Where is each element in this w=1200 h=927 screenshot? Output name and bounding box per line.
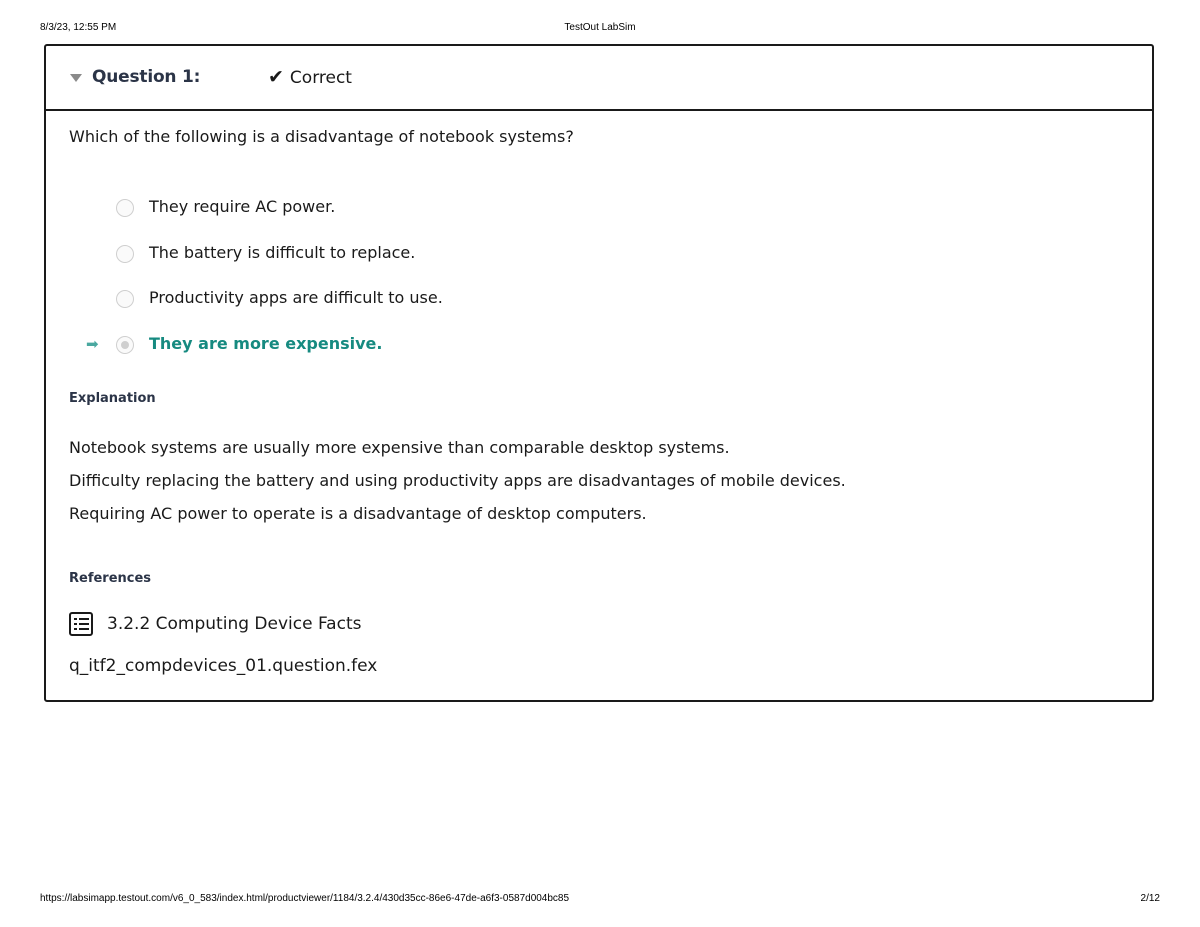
question-header[interactable] — [46, 46, 1152, 111]
answer-option-label: They are more expensive. — [149, 333, 383, 353]
page-number: 2/12 — [1140, 893, 1160, 904]
checkmark-icon: ✔ — [268, 66, 284, 88]
list-icon — [69, 612, 93, 636]
reference-link[interactable] — [69, 611, 361, 637]
status-text: Correct — [289, 68, 352, 88]
answer-options — [84, 197, 784, 379]
reference-label: 3.2.2 Computing Device Facts — [107, 614, 362, 634]
answer-option[interactable] — [84, 197, 784, 243]
references-heading: References — [69, 571, 152, 586]
print-title: TestOut LabSim — [564, 22, 636, 33]
arrow-right-icon: ➡ — [86, 334, 99, 353]
answer-option-label: The battery is difficult to replace. — [149, 242, 416, 262]
answer-option-correct[interactable] — [84, 334, 784, 380]
print-footer — [40, 893, 1160, 907]
radio-button-selected[interactable] — [116, 336, 134, 354]
answer-option-label: Productivity apps are difficult to use. — [149, 288, 443, 307]
radio-button[interactable] — [116, 199, 134, 217]
explanation-text — [69, 431, 846, 530]
print-datetime: 8/3/23, 12:55 PM — [40, 22, 117, 33]
answer-option-label: They require AC power. — [149, 197, 336, 216]
status-indicator — [268, 66, 352, 88]
radio-button[interactable] — [116, 245, 134, 263]
question-file-name: q_itf2_compdevices_01.question.fex — [69, 656, 378, 676]
page-url: https://labsimapp.testout.com/v6_0_583/index.html/productviewer/1184/3.2.4/430d35cc-86e6-47de-a6f3-0587d004bc85 — [40, 893, 570, 904]
question-text: Which of the following is a disadvantage of notebook systems? — [69, 127, 574, 146]
radio-button[interactable] — [116, 290, 134, 308]
explanation-line: Requiring AC power to operate is a disadvantage of desktop computers. — [69, 504, 647, 523]
answer-option[interactable] — [84, 288, 784, 334]
explanation-line: Notebook systems are usually more expensive than comparable desktop systems. — [69, 438, 730, 457]
answer-option[interactable] — [84, 243, 784, 289]
question-card — [44, 44, 1154, 702]
question-label: Question 1: — [92, 67, 201, 87]
explanation-heading: Explanation — [69, 391, 156, 406]
print-header — [40, 22, 1160, 36]
explanation-line: Difficulty replacing the battery and using productivity apps are disadvantages of mobile devices. — [69, 471, 846, 490]
caret-down-icon[interactable] — [70, 74, 82, 82]
